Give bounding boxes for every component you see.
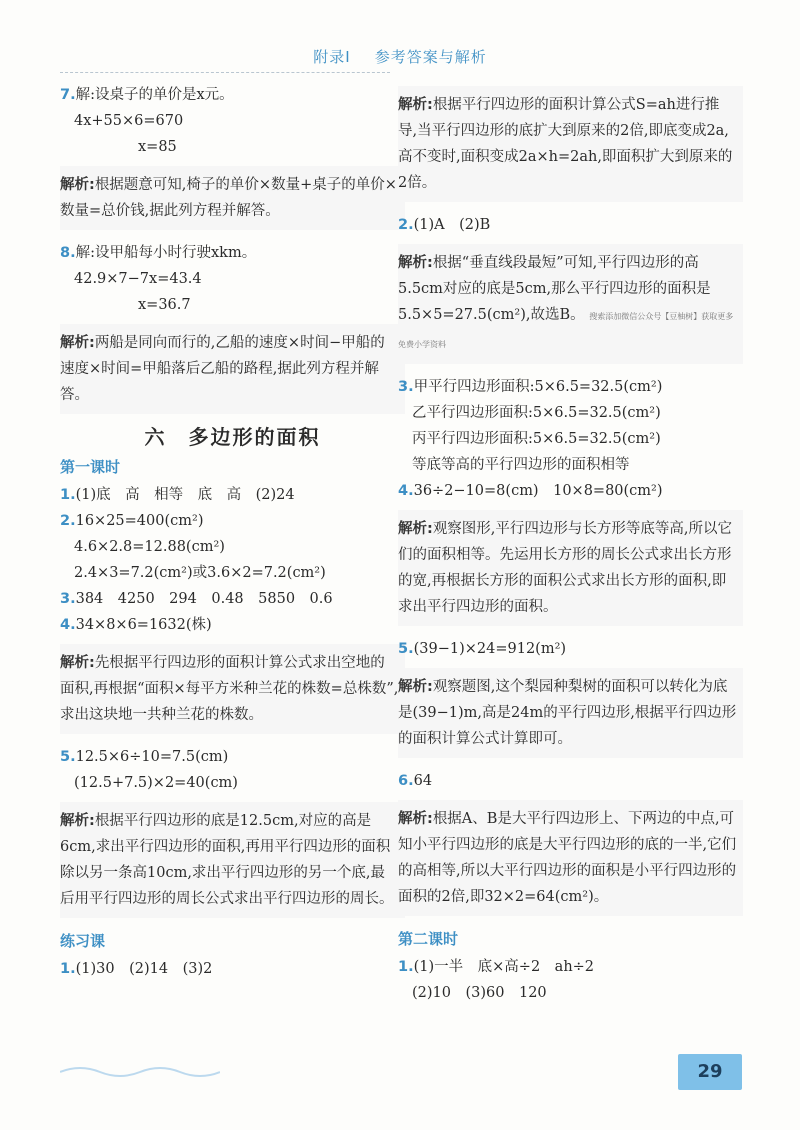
analysis-text: 先根据平行四边形的面积计算公式求出空地的面积,再根据“面积×每平方米种兰花的株数=总株数”,求出这块地一共种兰花的株数。 <box>60 655 399 723</box>
answer-number: 3. <box>398 379 414 395</box>
answer-number: 4. <box>398 483 414 499</box>
page-header <box>0 46 800 67</box>
answer-2 <box>398 212 743 238</box>
answer-2 <box>60 508 405 586</box>
equation: (12.5+7.5)×2=40(cm) <box>74 775 238 791</box>
answer-text: 36÷2−10=8(cm) 10×8=80(cm²) <box>413 483 663 499</box>
answer-number: 4. <box>60 617 76 633</box>
lesson2-answer-1 <box>398 954 743 1006</box>
analysis-2 <box>398 244 743 364</box>
lesson-2-title: 第二课时 <box>398 930 459 948</box>
analysis-text: 根据“垂直线段最短”可知,平行四边形的高5.5cm对应的底是5cm,那么平行四边形的面积是5.5×5=27.5(cm²),故选B。 <box>398 255 711 323</box>
analysis-1 <box>398 86 743 202</box>
equation: 丙平行四边形面积:5×6.5=32.5(cm²) <box>412 431 661 447</box>
analysis-8 <box>60 324 405 414</box>
conclusion: 等底等高的平行四边形的面积相等 <box>412 457 630 473</box>
answer-3 <box>398 374 743 478</box>
answer-number: 1. <box>60 961 76 977</box>
equation: 4x+55×6=670 <box>74 113 184 129</box>
analysis-text: 两船是同向而行的,乙船的速度×时间−甲船的速度×时间=甲船落后乙船的路程,据此列方程并解答。 <box>60 335 385 403</box>
analysis-text: 根据平行四边形的底是12.5cm,对应的高是6cm,求出平行四边形的面积,再用平行四边形的面积除以另一条高10cm,求出平行四边形的另一个底,最后用平行四边形的周长公式求出平行四边形的周长。 <box>60 813 394 907</box>
equation: x=85 <box>138 139 177 155</box>
answer-5 <box>398 636 743 662</box>
analysis-tag: 解析: <box>398 97 433 113</box>
answer-4 <box>398 478 743 504</box>
analysis-tag: 解析: <box>398 521 433 537</box>
answer-text: (39−1)×24=912(m²) <box>413 641 567 657</box>
answer-text: (1)A (2)B <box>413 217 491 233</box>
equation: 4.6×2.8=12.88(cm²) <box>74 539 225 555</box>
equation: 2.4×3=7.2(cm²)或3.6×2=7.2(cm²) <box>74 565 326 581</box>
analysis-tag: 解析: <box>398 255 433 271</box>
answer-text: (1)底 高 相等 底 高 (2)24 <box>75 487 295 503</box>
analysis-tag: 解析: <box>398 811 433 827</box>
lesson-1-title: 第一课时 <box>60 458 121 476</box>
analysis-4 <box>60 644 405 734</box>
left-column <box>60 82 405 982</box>
analysis-5 <box>60 802 405 918</box>
answer-number: 2. <box>398 217 414 233</box>
answer-text: 解:设桌子的单价是x元。 <box>75 87 234 103</box>
answer-6 <box>398 768 743 794</box>
equation: 乙平行四边形面积:5×6.5=32.5(cm²) <box>412 405 661 421</box>
answer-text: 64 <box>413 773 433 789</box>
answer-text: 384 4250 294 0.48 5850 0.6 <box>75 591 333 607</box>
answer-number: 5. <box>60 749 76 765</box>
answer-5 <box>60 744 405 796</box>
answer-number: 5. <box>398 641 414 657</box>
answer-number: 7. <box>60 87 76 103</box>
answer-number: 6. <box>398 773 414 789</box>
answer-number: 1. <box>60 487 76 503</box>
header-rule <box>60 72 390 73</box>
header-title: 参考答案与解析 <box>374 48 487 66</box>
equation: 12.5×6÷10=7.5(cm) <box>75 749 229 765</box>
answer-1 <box>60 482 405 508</box>
decorative-wave <box>60 1060 220 1080</box>
page-number: 29 <box>678 1054 742 1090</box>
section-title: 六 多边形的面积 <box>144 425 321 449</box>
answer-text: (2)10 (3)60 120 <box>412 985 547 1001</box>
watermark-text: 搜索添加微信公众号【豆柚树】获取更多免费小学资料 <box>398 312 734 349</box>
equation: 42.9×7−7x=43.4 <box>74 271 202 287</box>
analysis-text: 观察图形,平行四边形与长方形等底等高,所以它们的面积相等。先运用长方形的周长公式求出长方形的宽,再根据长方形的面积公式求出长方形的面积,即求出平行四边形的面积。 <box>398 521 733 615</box>
analysis-6 <box>398 800 743 916</box>
answer-4 <box>60 612 405 638</box>
analysis-tag: 解析: <box>398 679 433 695</box>
answer-text: 34×8×6=1632(株) <box>75 617 212 633</box>
analysis-4r <box>398 510 743 626</box>
header-appendix: 附录Ⅰ <box>313 48 351 66</box>
analysis-5r <box>398 668 743 758</box>
right-column <box>398 82 743 1006</box>
answer-number: 2. <box>60 513 76 529</box>
analysis-tag: 解析: <box>60 177 95 193</box>
equation: x=36.7 <box>138 297 191 313</box>
analysis-tag: 解析: <box>60 655 95 671</box>
analysis-text: 根据题意可知,椅子的单价×数量+桌子的单价×数量=总价钱,据此列方程并解答。 <box>60 177 397 219</box>
analysis-tag: 解析: <box>60 335 95 351</box>
answer-number: 8. <box>60 245 76 261</box>
answer-3 <box>60 586 405 612</box>
analysis-text: 观察题图,这个梨园种梨树的面积可以转化为底是(39−1)m,高是24m的平行四边形,根据平行四边形的面积计算公式计算即可。 <box>398 679 737 747</box>
answer-text: (1)30 (2)14 (3)2 <box>75 961 213 977</box>
analysis-text: 根据A、B是大平行四边形上、下两边的中点,可知小平行四边形的底是大平行四边形的底的一半,它们的高相等,所以大平行四边形的面积是小平行四边形的面积的2倍,即32×2=64(cm²)。 <box>398 811 737 905</box>
analysis-text: 根据平行四边形的面积计算公式S=ah进行推导,当平行四边形的底扩大到原来的2倍,即底变成2a,高不变时,面积变成2a×h=2ah,即面积扩大到原来的2倍。 <box>398 97 733 191</box>
answer-8 <box>60 240 405 318</box>
answer-number: 3. <box>60 591 76 607</box>
analysis-tag: 解析: <box>60 813 95 829</box>
answer-text: (1)一半 底×高÷2 ah÷2 <box>413 959 595 975</box>
answer-text: 解:设甲船每小时行驶xkm。 <box>75 245 257 261</box>
equation: 甲平行四边形面积:5×6.5=32.5(cm²) <box>413 379 663 395</box>
answer-7 <box>60 82 405 160</box>
answer-number: 1. <box>398 959 414 975</box>
analysis-7 <box>60 166 405 230</box>
practice-title: 练习课 <box>60 932 106 950</box>
practice-answer-1 <box>60 956 405 982</box>
equation: 16×25=400(cm²) <box>75 513 204 529</box>
